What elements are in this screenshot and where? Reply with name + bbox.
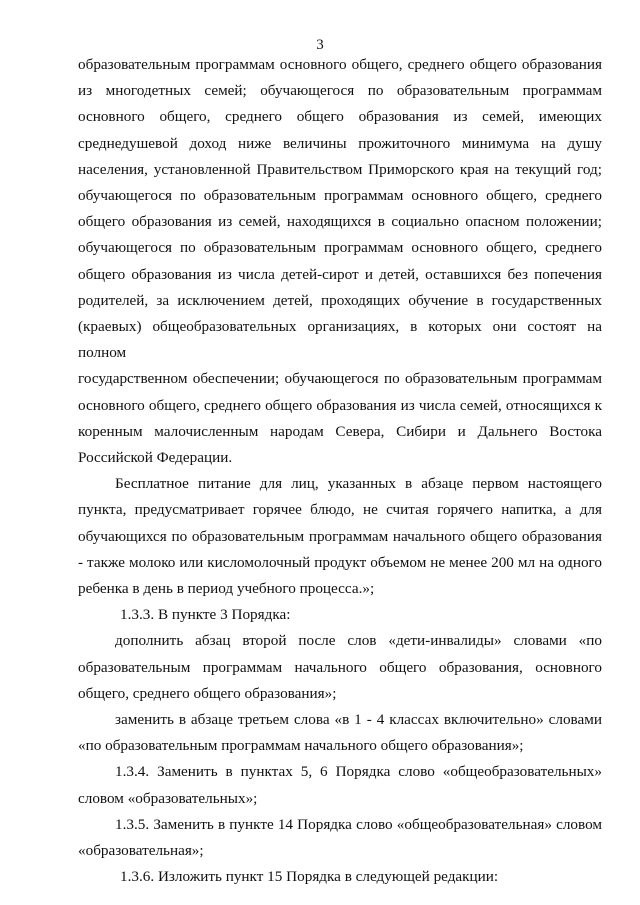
text-line: образовательным программам основного общего, среднего общего образования	[78, 56, 602, 73]
text-line: 1.3.6. Изложить пункт 15 Порядка в следующей редакции:	[120, 868, 499, 886]
text-line: Российской Федерации.	[78, 449, 233, 467]
text-line: общего образования из числа детей-сирот и детей, оставшихся без попечения	[78, 265, 602, 283]
text-line: «по образовательным программам начального общего образования»;	[78, 737, 524, 755]
text-line: общего, среднего общего образования»;	[78, 684, 337, 702]
text-line: обучающегося по образовательным программам основного общего, среднего	[78, 239, 602, 257]
text-line: «образовательная»;	[78, 842, 204, 860]
text-line: коренным малочисленным народам Севера, Сибири и Дальнего Востока	[78, 422, 602, 440]
text-line: 1.3.5. Заменить в пункте 14 Порядка слово «общеобразовательная» словом	[115, 815, 602, 833]
text-line: 1.3.3. В пункте 3 Порядка:	[120, 606, 291, 624]
text-line: ребенка в день в период учебного процесса.»;	[78, 580, 375, 598]
text-line: словом «образовательных»;	[78, 789, 258, 807]
document-body	[78, 52, 602, 891]
text-line: обучающихся по образовательным программам начального общего образования	[78, 527, 602, 545]
text-line: обучающегося по образовательным программам основного общего, среднего	[78, 187, 602, 205]
text-line: родителей, за исключением детей, проходящих обучение в государственных	[78, 291, 602, 309]
text-line: дополнить абзац второй после слов «дети-инвалиды» словами «по	[115, 632, 602, 650]
text-line: из многодетных семей; обучающегося по образовательным программам	[78, 82, 602, 100]
text-line: (краевых) общеобразовательных организациях, в которых они состоят на полном	[78, 318, 602, 362]
text-line: среднедушевой доход ниже величины прожиточного минимума на душу	[78, 134, 602, 152]
text-line: Бесплатное питание для лиц, указанных в абзаце первом настоящего	[115, 475, 602, 493]
text-line: - также молоко или кисломолочный продукт объемом не менее 200 мл на одного	[78, 553, 602, 571]
text-line: 1.3.4. Заменить в пунктах 5, 6 Порядка слово «общеобразовательных»	[115, 763, 602, 781]
text-line: заменить в абзаце третьем слова «в 1 - 4 классах включительно» словами	[115, 711, 602, 729]
page-number: 3	[316, 37, 324, 53]
text-line: основного общего, среднего общего образования из семей, имеющих	[78, 108, 602, 126]
text-line: основного общего, среднего общего образования из числа семей, относящихся к	[78, 396, 602, 414]
text-line: государственном обеспечении; обучающегося по образовательным программам	[78, 370, 602, 388]
text-line: образовательным программам начального общего образования, основного	[78, 658, 602, 676]
text-line: населения, установленной Правительством Приморского края на текущий год;	[78, 160, 602, 178]
text-line: общего образования из семей, находящихся в социально опасном положении;	[78, 213, 602, 231]
text-line: пункта, предусматривает горячее блюдо, не считая горячего напитка, а для	[78, 501, 602, 519]
